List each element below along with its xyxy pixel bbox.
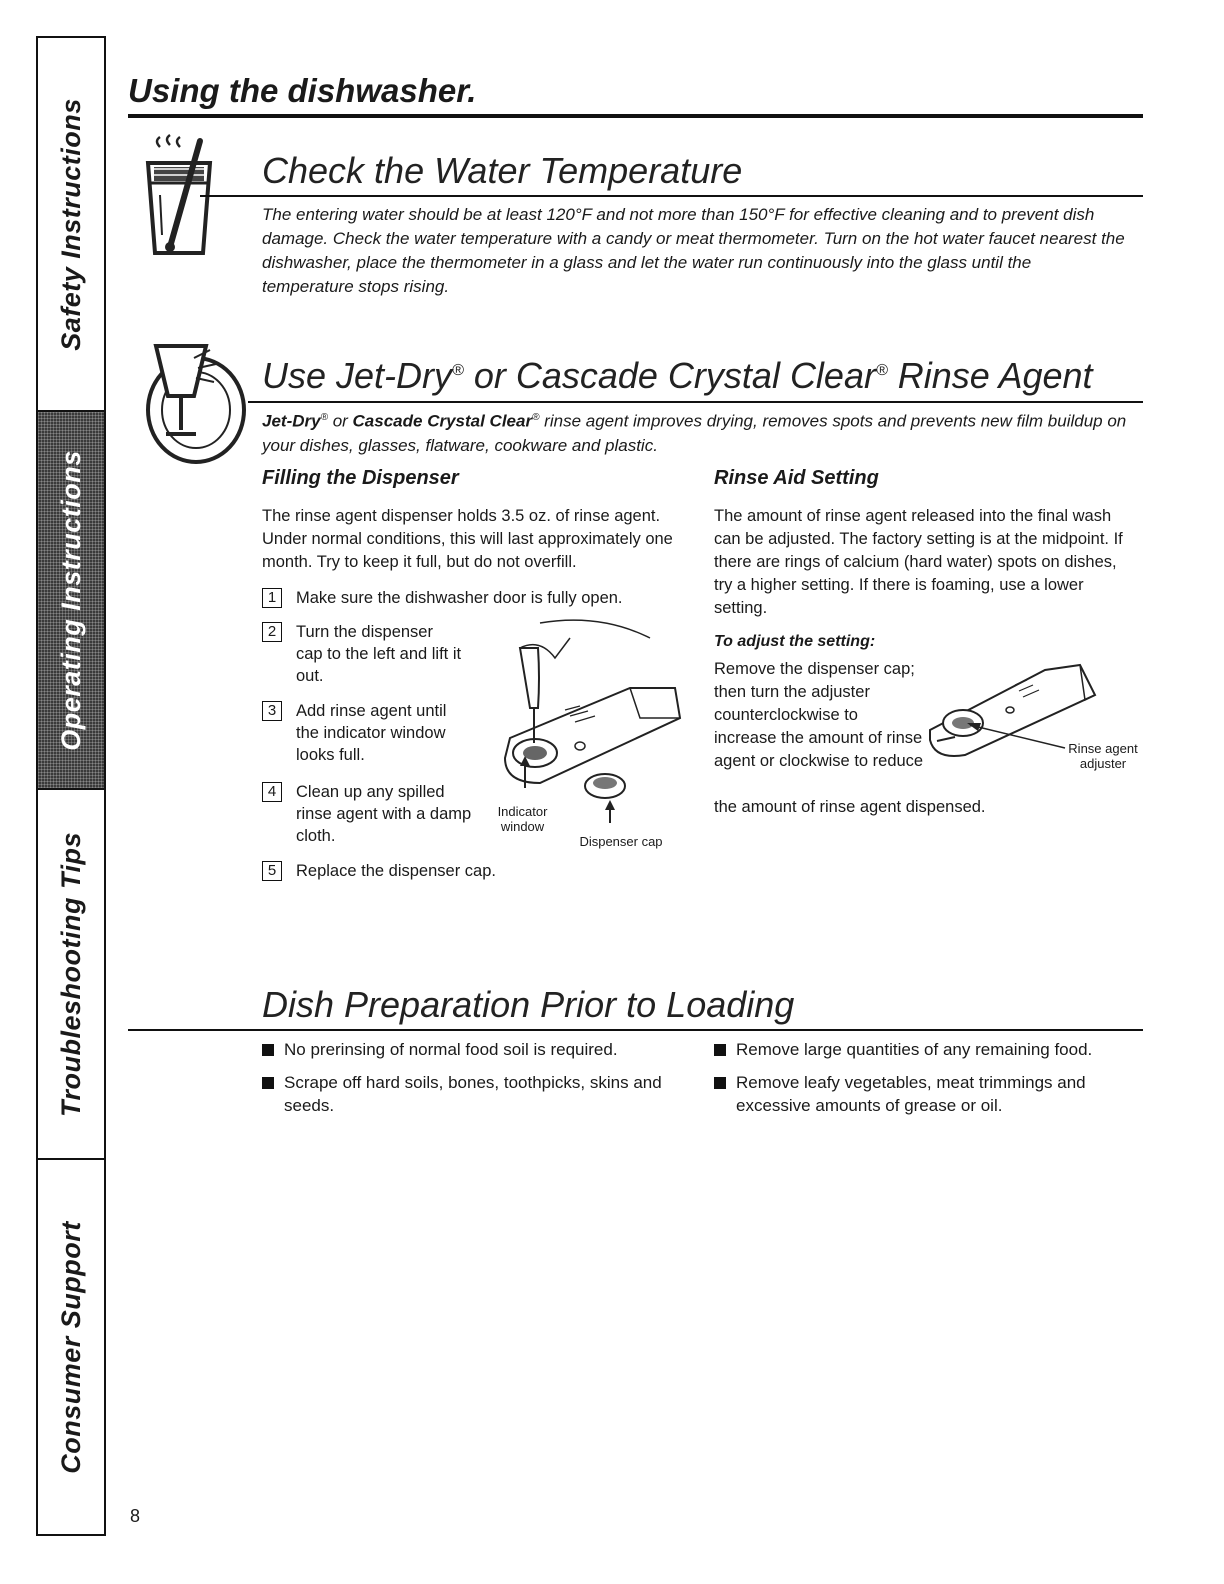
rinse-setting-heading: Rinse Aid Setting xyxy=(714,467,879,489)
bullet-item xyxy=(262,1038,692,1061)
page-title: Using the dishwasher. xyxy=(128,72,477,109)
registered-mark: ® xyxy=(875,362,888,379)
tab-label: Operating Instructions xyxy=(55,449,86,751)
bullet-square xyxy=(714,1077,726,1089)
intro-text: or xyxy=(327,411,353,431)
tab-label: Consumer Support xyxy=(55,1220,86,1474)
intro-text: rinse agent improves drying, removes spots and prevents new film buildup on your dishes, glasses, flatware, cookware and plastic. xyxy=(262,411,1127,455)
registered-mark: ® xyxy=(452,362,464,379)
rinse-agent-heading xyxy=(262,355,1093,397)
step-text: Replace the dispenser cap. xyxy=(296,862,496,880)
step-3 xyxy=(262,700,472,766)
water-temp-heading: Check the Water Temperature xyxy=(262,150,743,191)
step-text: Turn the dispenser cap to the left and lift it out. xyxy=(296,623,462,685)
brand-name: Jet-Dry xyxy=(262,411,321,431)
adjust-body: Remove the dispenser cap; then turn the adjuster counterclockwise to increase the amount of rinse agent or clockwise to reduce xyxy=(714,660,924,770)
bullet-text: Scrape off hard soils, bones, toothpicks, skins and seeds. xyxy=(284,1073,662,1115)
rinse-title-part: Rinse Agent xyxy=(887,355,1093,396)
tab-label: Troubleshooting Tips xyxy=(55,831,86,1117)
dish-prep-rule xyxy=(128,1029,1143,1031)
rinse-title-part: Use Jet-Dry xyxy=(262,355,453,396)
step-text: Add rinse agent until the indicator window looks full. xyxy=(296,702,447,764)
bullet-text: Remove leafy vegetables, meat trimmings and excessive amounts of grease or oil. xyxy=(736,1073,1086,1115)
filling-body: The rinse agent dispenser holds 3.5 oz. of rinse agent. Under normal conditions, this will last approximately one month. Try to keep it full, but do not overfill. xyxy=(262,507,673,571)
tab-troubleshooting-tips[interactable] xyxy=(38,790,104,1160)
step-5 xyxy=(262,860,682,882)
thermometer-glass-icon xyxy=(140,135,220,260)
dish-prep-heading: Dish Preparation Prior to Loading xyxy=(262,984,795,1025)
page-number: 8 xyxy=(130,1506,141,1526)
registered-mark: ® xyxy=(320,412,328,423)
step-number: 4 xyxy=(262,782,282,802)
title-divider xyxy=(128,114,1143,118)
step-text: Make sure the dishwasher door is fully open. xyxy=(296,589,623,607)
rinse-agent-rule xyxy=(248,401,1143,403)
dispenser-cap-label: Dispenser cap xyxy=(579,834,663,849)
adjust-heading: To adjust the setting: xyxy=(714,633,876,650)
bullet-text: Remove large quantities of any remaining food. xyxy=(736,1040,1093,1059)
bullet-item xyxy=(262,1071,692,1117)
bullet-item xyxy=(714,1038,1134,1061)
rinse-setting-body: The amount of rinse agent released into the final wash can be adjusted. The factory setting is at the midpoint. If there are rings of calcium (hard water) spots on dishes, try a higher setting. If there is foaming, use a lower setting. xyxy=(714,507,1123,617)
step-number: 5 xyxy=(262,861,282,881)
step-number: 1 xyxy=(262,588,282,608)
step-2 xyxy=(262,621,462,687)
registered-mark: ® xyxy=(532,412,540,423)
glass-plate-icon xyxy=(136,338,256,468)
step-number: 2 xyxy=(262,622,282,642)
step-1 xyxy=(262,587,682,609)
bullet-item xyxy=(714,1071,1134,1117)
tab-label: Safety Instructions xyxy=(55,97,86,351)
tab-consumer-support[interactable] xyxy=(38,1160,104,1534)
brand-name: Cascade Crystal Clear xyxy=(352,411,533,431)
bullet-text: No prerinsing of normal food soil is required. xyxy=(284,1040,618,1059)
dispenser-fill-illustration xyxy=(480,618,690,828)
adjust-tail: the amount of rinse agent dispensed. xyxy=(714,798,986,816)
filling-heading: Filling the Dispenser xyxy=(262,467,459,489)
adjuster-label: Rinse agent adjuster xyxy=(1068,741,1138,771)
water-temp-body: The entering water should be at least 120°F and not more than 150°F for effective cleaning and to prevent dish damage. Check the water temperature with a candy or meat thermometer. Turn on the hot water faucet nearest the dishwasher, place the thermometer in a glass and let the water run continuously into the glass until the temperature stops rising. xyxy=(262,205,1125,296)
bullet-square xyxy=(262,1077,274,1089)
bullet-square xyxy=(262,1044,274,1056)
indicator-window-label: Indicator window xyxy=(497,804,548,834)
tab-operating-instructions[interactable] xyxy=(38,412,104,790)
side-tab-bar xyxy=(36,36,106,1536)
bullet-square xyxy=(714,1044,726,1056)
step-number: 3 xyxy=(262,701,282,721)
step-4 xyxy=(262,781,472,847)
tab-safety-instructions[interactable] xyxy=(38,38,104,412)
water-temp-rule xyxy=(200,195,1143,197)
rinse-title-part: or Cascade Crystal Clear xyxy=(463,355,876,396)
rinse-agent-intro xyxy=(262,406,1127,458)
step-text: Clean up any spilled rinse agent with a damp cloth. xyxy=(296,783,472,845)
